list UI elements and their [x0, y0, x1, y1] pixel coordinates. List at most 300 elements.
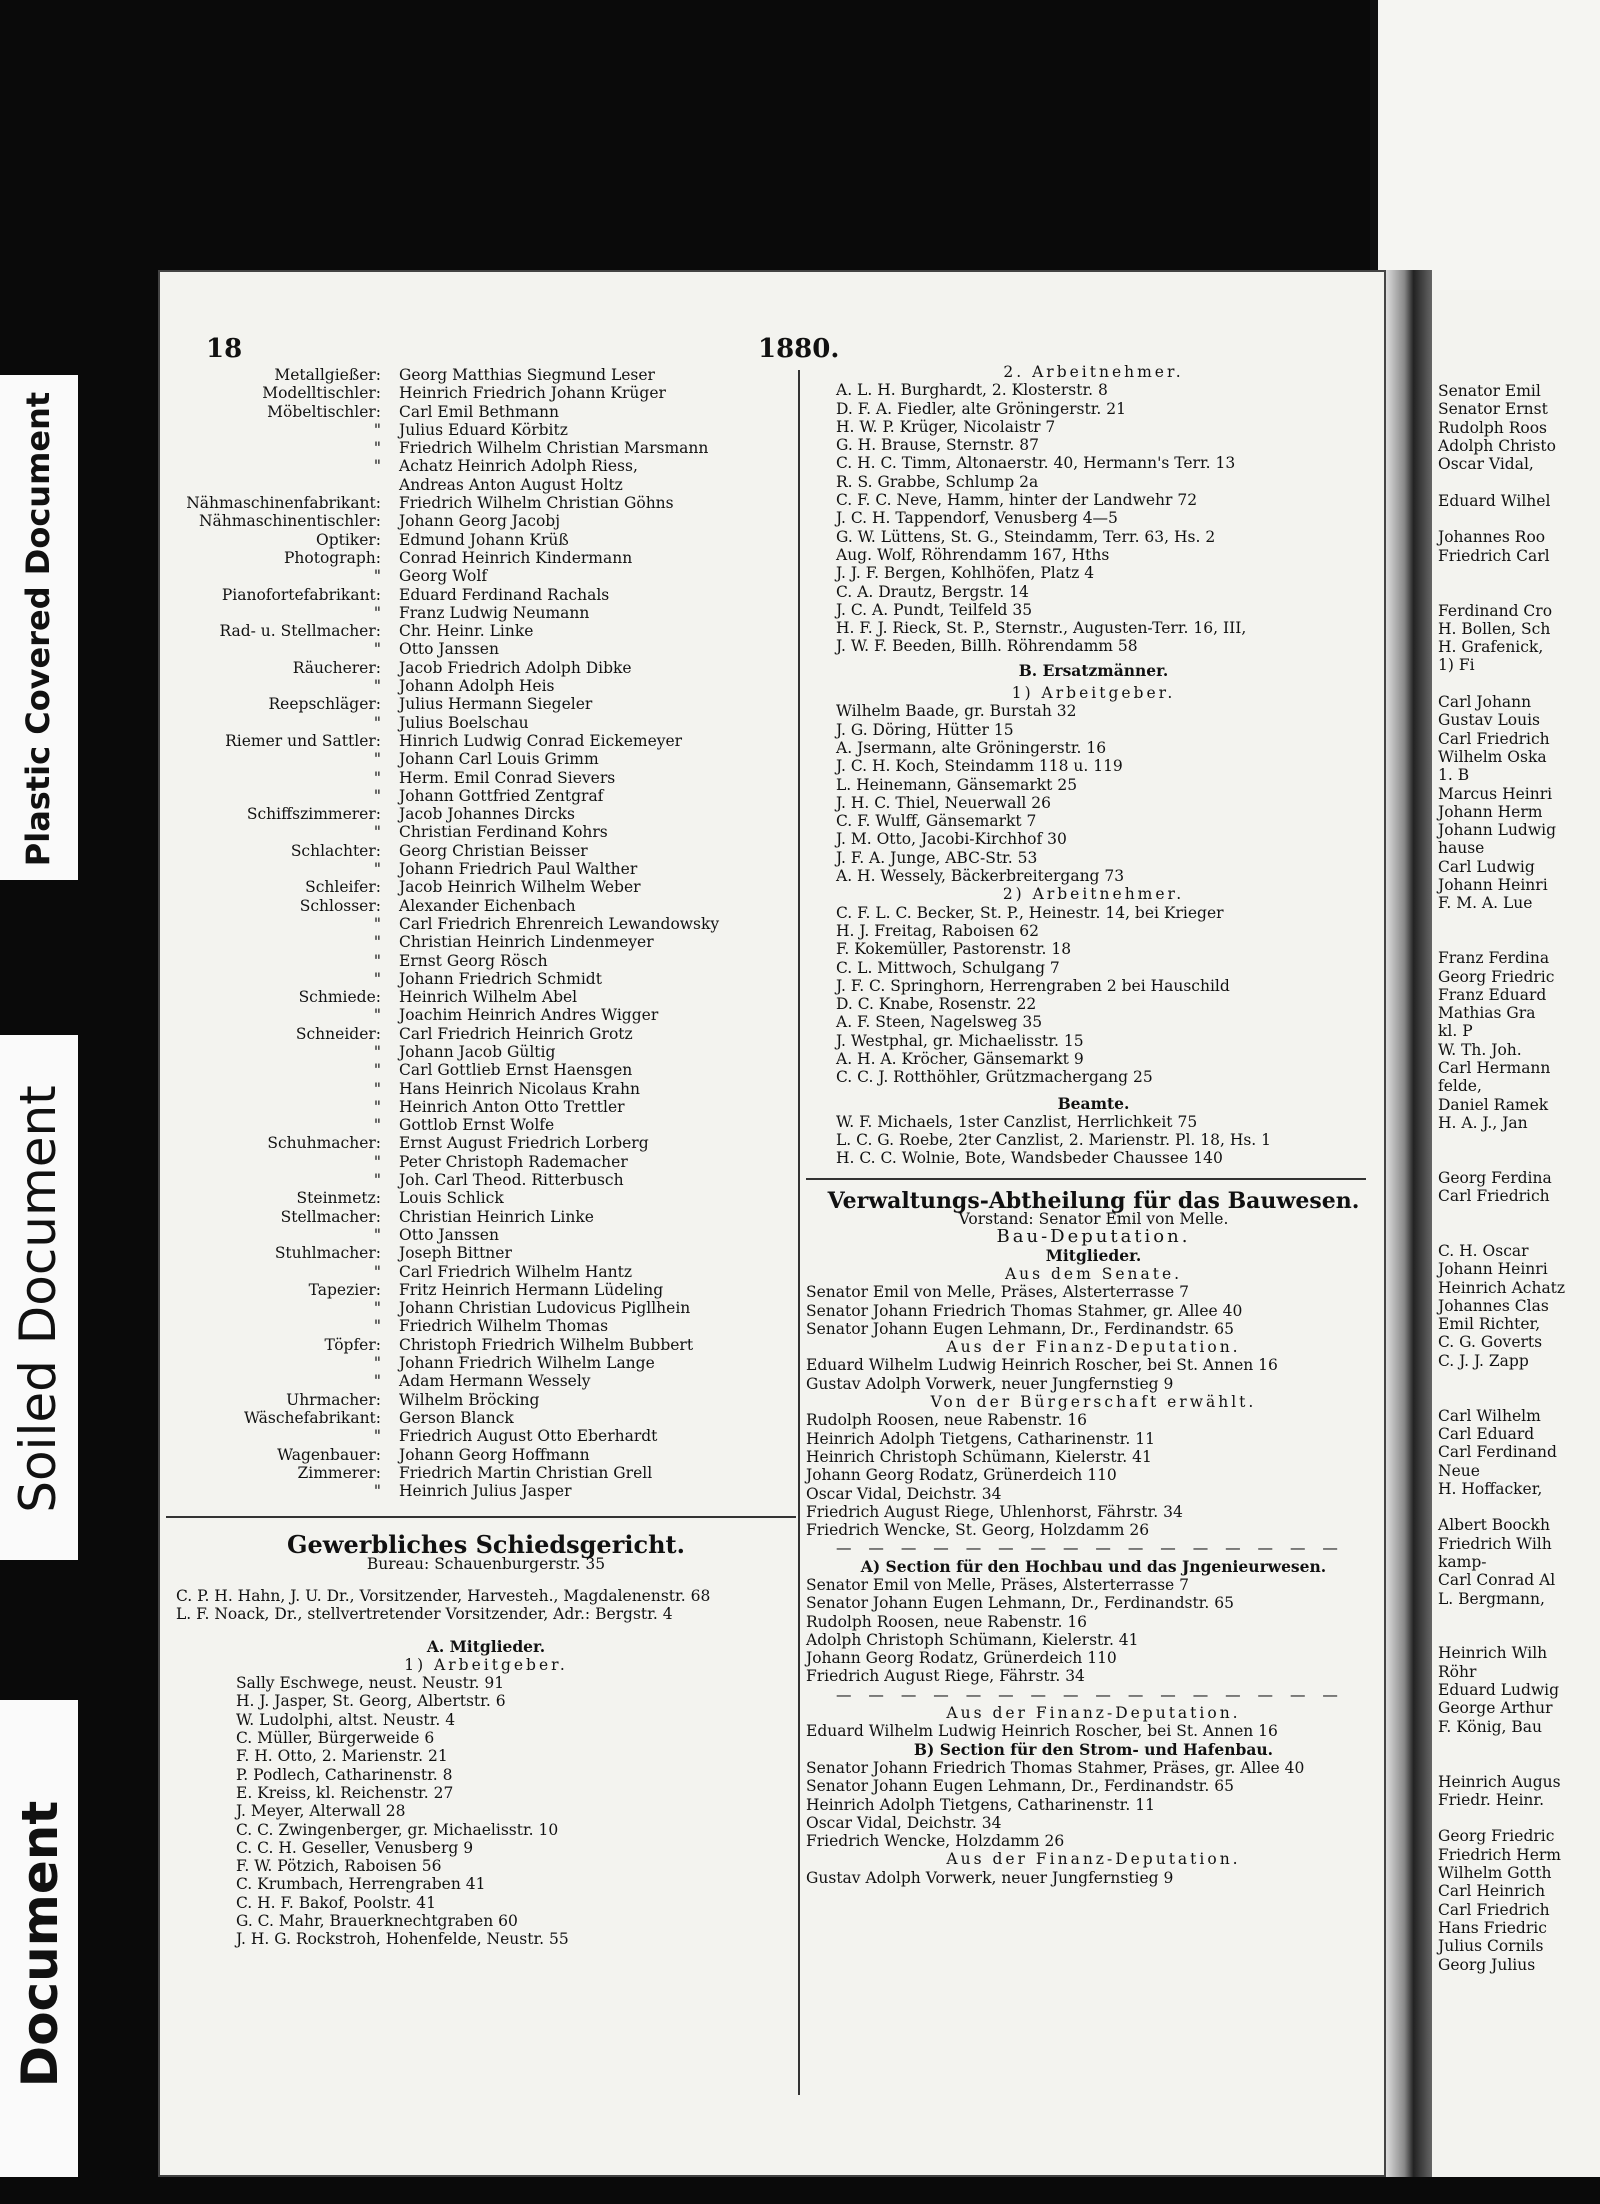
list-item: Johann Ludwig [1438, 821, 1557, 840]
list-item: C. L. Mittwoch, Schulgang 7 [836, 958, 1060, 977]
list-item: C. F. Wulff, Gänsemarkt 7 [836, 812, 1037, 831]
list-item: Carl Ludwig [1438, 857, 1535, 876]
list-item: E. Kreiss, kl. Reichenstr. 27 [236, 1783, 454, 1802]
book-spine [1386, 270, 1432, 2177]
list-item: Oscar Vidal, Deichstr. 34 [806, 1484, 1002, 1503]
list-item: Heinrich Adolph Tietgens, Catharinenstr. 11 [806, 1429, 1155, 1448]
trade-name: Jacob Friedrich Adolph Dibke [399, 658, 632, 677]
employers-list [166, 1674, 806, 1948]
trade-row [166, 695, 806, 713]
list-item: Franz Ferdina [1438, 949, 1550, 968]
list-item [1438, 913, 1600, 931]
list-item: Mathias Gra [1438, 1004, 1536, 1023]
trade-name: Carl Gottlieb Ernst Haensgen [399, 1061, 633, 1080]
trade-occupation: " [373, 1006, 381, 1025]
trade-name: Friedrich Wilhelm Christian Göhns [399, 494, 674, 513]
list-item: H. W. P. Krüger, Nicolaistr 7 [836, 417, 1056, 436]
trade-name: Otto Janssen [399, 1225, 499, 1244]
trade-name: Johann Georg Jacobj [399, 512, 561, 531]
list-item: H. A. J., Jan [1438, 1113, 1528, 1132]
bau-title: Verwaltungs-Abtheilung für das Bauwesen. [827, 1187, 1360, 1214]
trade-name: Carl Emil Bethmann [399, 402, 559, 421]
section-a-finanz-heading: Aus der Finanz-Deputation. [946, 1704, 1241, 1723]
ersatz-heading: B. Ersatzmänner. [1018, 660, 1169, 680]
trade-occupation: Photograph: [283, 548, 381, 567]
trade-row [166, 1482, 806, 1500]
trade-occupation: " [373, 786, 381, 805]
list-item: Eduard Wilhel [1438, 491, 1551, 510]
list-item: H. Grafenick, [1438, 638, 1544, 657]
list-item: P. Podlech, Catharinenstr. 8 [236, 1765, 453, 1784]
list-item: Johannes Roo [1438, 528, 1546, 547]
trade-occupation: " [373, 677, 381, 696]
trade-row [166, 1171, 806, 1189]
employees-heading: 2. Arbeitnehmer. [1003, 363, 1184, 381]
list-item: Eduard Ludwig [1438, 1681, 1560, 1700]
list-item: C. C. Zwingenberger, gr. Michaelisstr. 10 [236, 1820, 559, 1839]
trade-row [166, 1153, 806, 1171]
list-item: Senator Johann Eugen Lehmann, Dr., Ferdinandstr. 65 [806, 1594, 1234, 1613]
list-item: G. H. Brause, Sternstr. 87 [836, 436, 1039, 455]
trade-occupation: " [373, 750, 381, 769]
list-item: C. C. H. Geseller, Venusberg 9 [236, 1838, 474, 1857]
trade-occupation: Zimmerer: [297, 1463, 381, 1482]
list-item: Georg Ferdina [1438, 1168, 1552, 1187]
trade-name: Christian Heinrich Lindenmeyer [399, 933, 654, 952]
tag-plastic-covered [0, 375, 78, 880]
section-a-heading: A) Section für den Hochbau und das Jngenieurwesen. [860, 1556, 1327, 1576]
trade-occupation: " [373, 1171, 381, 1190]
list-item: A. H. Wessely, Bäckerbreitergang 73 [836, 867, 1125, 886]
list-item: Albert Boockh [1438, 1516, 1550, 1535]
trade-occupation: " [373, 1061, 381, 1080]
list-item [1438, 473, 1600, 491]
list-item: felde, [1438, 1077, 1482, 1096]
trade-name: Hinrich Ludwig Conrad Eickemeyer [399, 731, 683, 750]
trade-occupation: Nähmaschinenfabrikant: [186, 494, 381, 513]
finanz-list [806, 1356, 1381, 1393]
list-item: C. C. J. Rotthöhler, Grützmachergang 25 [836, 1068, 1153, 1087]
tag-document [0, 1700, 78, 2177]
list-item: L. C. G. Roebe, 2ter Canzlist, 2. Marienstr. Pl. 18, Hs. 1 [836, 1131, 1272, 1150]
senate-list [806, 1283, 1381, 1338]
trade-occupation: Schleifer: [305, 878, 381, 897]
section-b-heading: B) Section für den Strom- und Hafenbau. [913, 1739, 1274, 1759]
right-column: 2. Arbeitnehmer. A. L. H. Burghardt, 2. Klosterstr. 8 D. F. A. Fiedler, alte Gröningerstr. 21 H. W. P. Krüger, Nicolaistr 7 G. H. Brause, Sternstr. 87 C. H. C. Timm, Altonaerstr. 40, Hermann's Terr. 13 R. S. Grabbe, Schlump 2a C. F. C. Neve, Hamm, hinter der Landwehr 72 J. C. H. Tappendorf, Venusberg 4—5 G. W. Lüttens, St. G., Steindamm, Terr. 63, Hs. 2 Aug. Wolf, Röhrendamm 167, Hths J. J. F. Bergen, Kohlhöfen, Platz 4 C. A. Drautz, Bergstr. 14 J. C. A. Pundt, Teilfeld 35 H. F. J. Rieck, St. P., Sternstr., Augusten-Terr. 16, III, J. W. F. Beeden, Billh. Röhrendamm 58 B. Ersatzmänner. 1) Arbeitgeber. Wilhelm Baade, gr. Burstah 32 J. G. Döring, Hütter 15 A. Jsermann, alte Gröningerstr. 16 J. C. H. Koch, Steindamm 118 u. 119 L. Heinemann, Gänsemarkt 25 J. H. C. Thiel, Neuerwall 26 C. F. Wulff, Gänsemarkt 7 J. M. Otto, Jacobi-Kirchhof 30 J. F. A. Junge, ABC-Str. 53 A. H. Wessely, Bäckerbreitergang 73 2) Arbeitnehmer. C. F. L. C. Becker, St. P., Heinestr. 14, bei Krieger H. J. Freitag, Raboisen 62 F. Kokemüller, Pastorenstr. 18 C. L. Mittwoch, Schulgang 7 J. F. C. Springhorn, Herrengraben 2 bei Hauschild D. C. Knabe, Rosenstr. 22 A. F. Steen, Nagelsweg 35 J. Westphal, gr. Michaelisstr. 15 A. H. A. Kröcher, Gänsemarkt 9 C. C. J. Rotthöhler, Grützmachergang 25 Beamte. W. F. Michaels, 1ster Canzlist, Herrlichkeit 75 L. C. G. Roebe, 2ter Canzlist, 2. Marienstr. Pl. 18, Hs. 1 H. C. C. Wolnie, Bote, Wandsbeder Chaussee 140 Verwaltungs-Abtheilung für das Bauwesen. Vorstand: Senator Emil von Melle. Bau-Deputation. Mitglieder. Aus dem Senate. Senator Emil von Melle, Präses, Alsterterrasse 7 Senator Johann Friedrich Thomas Stahmer, gr. Allee 40 Senator Johann Eugen Lehmann, Dr., Ferdinandstr. 65 Aus der Finanz-Deputation. Eduard Wilhelm Ludwig Heinrich Roscher, bei St. Annen 16 Gustav Adolph Vorwerk, neuer Jungfernstieg 9 Von der Bürgerschaft erwählt. Rudolph Roosen, neue Rabenstr. 16 Heinrich Adolph Tietgens, Catharinenstr. 11 Heinrich Christoph Schümann, Kielerstr. 41 Johann Georg Rodatz, Grünerdeich 110 Oscar Vidal, Deichstr. 34 Friedrich August Riege, Uhlenhorst, Fährstr. 34 Friedrich Wencke, St. Georg, Holzdamm 26 — — — — — — — — — — — — — — — — A) Section für den Hochbau und das Jngenieurwesen. Senator Emil von Melle, Präses, Alsterterrasse 7 Senator Johann Eugen Lehmann, Dr., Ferdinandstr. 65 Rudolph Roosen, neue Rabenstr. 16 Adolph Christoph Schümann, Kielerstr. 41 Johann Georg Rodatz, Grünerdeich 110 Friedrich August Riege, Fährstr. 34 — — — — — — — — — — — — — — — — Aus der Finanz-Deputation. Eduard Wilhelm Ludwig Heinrich Roscher, bei St. Annen 16 B) Section für den Strom- und Hafenbau. Senator Johann Friedrich Thomas Stahmer, Präses, gr. Allee 40 Senator Johann Eugen Lehmann, Dr., Ferdinandstr. 65 Heinrich Adolph Tietgens, Catharinenstr. 11 Oscar Vidal, Deichstr. 34 Friedrich Wencke, Holzdamm 26 Aus der Finanz-Deputation. Gustav Adolph Vorwerk, neuer Jungfernstieg 9 [806, 363, 1381, 1887]
trade-row [166, 970, 806, 988]
trade-row [166, 457, 806, 475]
list-item: C. H. Oscar [1438, 1241, 1529, 1260]
list-item: Ferdinand Cro [1438, 601, 1553, 620]
trade-name: Gerson Blanck [399, 1408, 514, 1427]
trade-name: Joseph Bittner [399, 1244, 512, 1263]
list-item [1438, 1626, 1600, 1644]
trade-name: Ernst Georg Rösch [399, 951, 548, 970]
list-item: F. Kokemüller, Pastorenstr. 18 [836, 940, 1072, 959]
trade-row [166, 476, 806, 494]
trade-name: Otto Janssen [399, 640, 499, 659]
trade-occupation: Schmiede: [298, 988, 381, 1007]
trade-name: Carl Friedrich Wilhelm Hantz [399, 1262, 633, 1281]
trade-name: Wilhelm Bröcking [399, 1390, 540, 1409]
trade-name: Johann Georg Hoffmann [399, 1445, 590, 1464]
trade-occupation: Stellmacher: [280, 1207, 381, 1226]
trade-row [166, 1189, 806, 1207]
bau-vorstand: Vorstand: Senator Emil von Melle. [958, 1210, 1229, 1229]
list-item: Friedrich Wilh [1438, 1534, 1552, 1553]
list-item [1438, 1608, 1600, 1626]
list-item: C. J. J. Zapp [1438, 1351, 1529, 1370]
list-item: Carl Eduard [1438, 1424, 1535, 1443]
list-item: Wilhelm Gotth [1438, 1864, 1552, 1883]
list-item: L. Heinemann, Gänsemarkt 25 [836, 775, 1078, 794]
list-item: G. W. Lüttens, St. G., Steindamm, Terr. 63, Hs. 2 [836, 527, 1216, 546]
employers-heading: 1) Arbeitgeber. [404, 1655, 568, 1674]
trade-row [166, 604, 806, 622]
trade-occupation [166, 476, 391, 494]
list-item: J. W. F. Beeden, Billh. Röhrendamm 58 [836, 637, 1138, 656]
list-item: A. F. Steen, Nagelsweg 35 [836, 1013, 1043, 1032]
list-item: Röhr [1438, 1662, 1477, 1681]
list-item: Aug. Wolf, Röhrendamm 167, Hths [836, 545, 1110, 564]
trade-occupation: " [373, 969, 381, 988]
trade-row [166, 567, 806, 585]
list-item: Johann Heinri [1438, 1260, 1548, 1279]
trade-row [166, 1134, 806, 1152]
list-item: C. F. L. C. Becker, St. P., Heinestr. 14, bei Krieger [836, 903, 1224, 922]
trade-name: Heinrich Julius Jasper [399, 1482, 572, 1501]
list-item: Rudolph Roos [1438, 418, 1547, 437]
list-item: Senator Emil von Melle, Präses, Alsterterrasse 7 [806, 1576, 1190, 1594]
list-item: Johannes Clas [1438, 1296, 1549, 1315]
list-item [1438, 1132, 1600, 1150]
trade-name: Louis Schlick [399, 1189, 504, 1208]
trade-name: Adam Hermann Wessely [399, 1372, 591, 1391]
list-item: Oscar Vidal, Deichstr. 34 [806, 1813, 1002, 1832]
list-item: R. S. Grabbe, Schlump 2a [836, 472, 1039, 491]
list-item [1438, 1205, 1600, 1223]
trade-row [166, 897, 806, 915]
trade-occupation: " [373, 457, 381, 476]
trade-row [166, 1244, 806, 1262]
trade-occupation: " [373, 439, 381, 458]
trade-occupation: Uhrmacher: [286, 1390, 381, 1409]
trade-row [166, 823, 806, 841]
trade-row [166, 384, 806, 402]
trade-occupation: Pianofortefabrikant: [221, 585, 381, 604]
trade-name: Jacob Heinrich Wilhelm Weber [399, 878, 641, 897]
gewerbe-title: Gewerbliches Schiedsgericht. [287, 1530, 685, 1560]
trade-row [166, 988, 806, 1006]
list-item [1438, 931, 1600, 949]
list-item: Johann Georg Rodatz, Grünerdeich 110 [806, 1649, 1117, 1668]
trade-name: Johann Adolph Heis [399, 677, 555, 696]
trade-occupation: " [373, 567, 381, 586]
trade-occupation: Steinmetz: [296, 1189, 381, 1208]
list-item: H. J. Freitag, Raboisen 62 [836, 921, 1040, 940]
trade-name: Julius Eduard Körbitz [399, 420, 568, 439]
list-item: hause [1438, 839, 1485, 858]
list-item: W. Th. Joh. [1438, 1040, 1522, 1059]
trade-row [166, 640, 806, 658]
list-item: Carl Wilhelm [1438, 1406, 1541, 1425]
trade-name: Heinrich Friedrich Johann Krüger [399, 384, 666, 403]
list-item: Wilhelm Oska [1438, 747, 1547, 766]
beamte-heading: Beamte. [1057, 1093, 1130, 1113]
list-item: C. G. Goverts [1438, 1333, 1543, 1352]
list-item: F. M. A. Lue [1438, 894, 1533, 913]
trade-occupation: Schlachter: [290, 841, 381, 860]
trade-row [166, 1043, 806, 1061]
list-item: Neue [1438, 1461, 1480, 1480]
list-item: Heinrich Christoph Schümann, Kielerstr. 41 [806, 1447, 1152, 1466]
trade-occupation: " [373, 768, 381, 787]
trade-row [166, 1317, 806, 1335]
trade-name: Herm. Emil Conrad Sievers [399, 768, 616, 787]
trade-occupation: " [373, 1152, 381, 1171]
list-item: H. J. Jasper, St. Georg, Albertstr. 6 [236, 1692, 506, 1711]
list-item: Friedr. Heinr. [1438, 1790, 1545, 1809]
list-item: C. Krumbach, Herrengraben 41 [236, 1875, 486, 1894]
trade-row [166, 1446, 806, 1464]
trade-row [166, 677, 806, 695]
list-item: kl. P [1438, 1022, 1473, 1041]
page-number: 18 [206, 334, 243, 364]
list-item: Friedrich Herm [1438, 1845, 1561, 1864]
list-item: Carl Friedrich [1438, 1187, 1550, 1206]
list-item: J. Meyer, Alterwall 28 [236, 1802, 406, 1821]
list-item: 1) Fi [1438, 656, 1475, 675]
section-b-list [806, 1759, 1381, 1850]
section-a-list [806, 1576, 1381, 1686]
trade-row [166, 622, 806, 640]
trade-occupation: Wäschefabrikant: [244, 1408, 381, 1427]
trade-name: Chr. Heinr. Linke [399, 622, 534, 641]
trade-occupation: " [373, 951, 381, 970]
trade-occupation: Metallgießer: [274, 366, 381, 384]
gewerbe-vice: L. F. Noack, Dr., stellvertretender Vorsitzender, Adr.: Bergstr. 4 [176, 1605, 673, 1624]
list-item [1438, 1370, 1600, 1388]
tag-label: Soiled Document [9, 1085, 67, 1513]
list-item: J. F. C. Springhorn, Herrengraben 2 bei Hauschild [836, 976, 1230, 995]
list-item: Marcus Heinri [1438, 784, 1553, 803]
list-item: George Arthur [1438, 1699, 1553, 1718]
trade-row [166, 1263, 806, 1281]
trade-row [166, 933, 806, 951]
list-item: J. C. A. Pundt, Teilfeld 35 [836, 600, 1033, 619]
trade-occupation: " [373, 1262, 381, 1281]
trade-name: Hans Heinrich Nicolaus Krahn [399, 1079, 640, 1098]
list-item: J. C. H. Tappendorf, Venusberg 4—5 [836, 509, 1118, 528]
list-item: C. H. F. Bakof, Poolstr. 41 [236, 1893, 437, 1912]
list-item [1438, 1498, 1600, 1516]
trade-row [166, 805, 806, 823]
list-item: Senator Emil [1438, 382, 1541, 400]
trade-name: Achatz Heinrich Adolph Riess, [399, 457, 638, 476]
list-item: D. C. Knabe, Rosenstr. 22 [836, 995, 1037, 1014]
list-item: Georg Friedric [1438, 1827, 1555, 1846]
trade-occupation: Schlosser: [299, 896, 381, 915]
list-item: H. C. C. Wolnie, Bote, Wandsbeder Chaussee 140 [836, 1149, 1223, 1168]
trade-occupation: Schuhmacher: [267, 1134, 381, 1153]
list-item: F. H. Otto, 2. Marienstr. 21 [236, 1747, 448, 1766]
trade-occupation: Modelltischler: [262, 384, 381, 403]
trade-row [166, 1226, 806, 1244]
list-item: Sally Eschwege, neust. Neustr. 91 [236, 1674, 505, 1693]
trade-row [166, 403, 806, 421]
section-a-finanz: Eduard Wilhelm Ludwig Heinrich Roscher, bei St. Annen 16 [806, 1722, 1278, 1741]
beamte-list [806, 1113, 1381, 1168]
trade-row [166, 1391, 806, 1409]
list-item: Friedrich Wencke, Holzdamm 26 [806, 1832, 1065, 1851]
trade-name: Jacob Johannes Dircks [399, 805, 575, 824]
trade-row [166, 1354, 806, 1372]
trades-list [166, 366, 806, 1500]
trade-row [166, 1299, 806, 1317]
trade-row [166, 1080, 806, 1098]
members-heading: A. Mitglieder. [426, 1636, 546, 1656]
trade-occupation: " [373, 1079, 381, 1098]
trade-occupation: Nähmaschinentischler: [198, 512, 381, 531]
trade-row [166, 531, 806, 549]
trade-row [166, 1098, 806, 1116]
trade-row [166, 1409, 806, 1427]
list-item: Julius Cornils [1438, 1937, 1544, 1956]
list-item: Senator Ernst [1438, 400, 1548, 419]
trade-name: Georg Christian Beisser [399, 841, 588, 860]
list-item: A. H. A. Kröcher, Gänsemarkt 9 [836, 1049, 1084, 1068]
list-item: J. H. G. Rockstroh, Hohenfelde, Neustr. 55 [236, 1930, 569, 1949]
list-item: Senator Johann Eugen Lehmann, Dr., Ferdinandstr. 65 [806, 1319, 1234, 1338]
trade-occupation: Optiker: [315, 530, 381, 549]
trade-name: Johann Friedrich Paul Walther [399, 860, 638, 879]
trade-name: Edmund Johann Krüß [399, 530, 569, 549]
list-item: Adolph Christo [1438, 436, 1556, 455]
trade-row [166, 659, 806, 677]
list-item: J. H. C. Thiel, Neuerwall 26 [836, 793, 1052, 812]
trade-row [166, 512, 806, 530]
trade-row [166, 1006, 806, 1024]
list-item [1438, 1388, 1600, 1406]
trade-occupation: Riemer und Sattler: [225, 731, 381, 750]
trade-occupation: " [373, 1042, 381, 1061]
trade-occupation: Töpfer: [324, 1335, 381, 1354]
list-item: C. F. C. Neve, Hamm, hinter der Landwehr 72 [836, 491, 1198, 510]
list-item [1438, 510, 1600, 528]
trade-occupation: " [373, 914, 381, 933]
adjacent-page-lines [1438, 382, 1600, 1974]
list-item [1438, 1736, 1600, 1754]
list-item: Georg Friedric [1438, 967, 1555, 986]
list-item: Gustav Adolph Vorwerk, neuer Jungfernstieg 9 [806, 1374, 1174, 1393]
section-b-finanz: Gustav Adolph Vorwerk, neuer Jungfernstieg 9 [806, 1868, 1174, 1887]
trade-name: Johann Friedrich Wilhelm Lange [399, 1354, 655, 1373]
divider [806, 1178, 1366, 1180]
trade-name: Alexander Eichenbach [399, 896, 576, 915]
list-item: Daniel Ramek [1438, 1095, 1549, 1114]
trade-name: Georg Wolf [399, 567, 488, 586]
trade-row [166, 1427, 806, 1445]
trade-name: Carl Friedrich Heinrich Grotz [399, 1024, 633, 1043]
trade-occupation: Rad- u. Stellmacher: [219, 622, 381, 641]
list-item: Senator Johann Eugen Lehmann, Dr., Ferdinandstr. 65 [806, 1777, 1234, 1796]
list-item: 1. B [1438, 766, 1470, 785]
trade-row [166, 439, 806, 457]
trade-row [166, 494, 806, 512]
list-item: A. L. H. Burghardt, 2. Klosterstr. 8 [836, 381, 1108, 400]
trade-occupation: " [373, 1354, 381, 1373]
list-item: Georg Julius [1438, 1955, 1536, 1974]
trade-row [166, 952, 806, 970]
list-item: Emil Richter, [1438, 1315, 1541, 1334]
list-item: Friedrich Carl [1438, 546, 1550, 565]
ersatz-employees-heading: 2) Arbeitnehmer. [1002, 885, 1185, 904]
trade-occupation: Schneider: [295, 1024, 381, 1043]
list-item: Senator Emil von Melle, Präses, Alsterterrasse 7 [806, 1283, 1190, 1302]
list-item: A. Jsermann, alte Gröningerstr. 16 [836, 738, 1107, 757]
list-item [1438, 675, 1600, 693]
list-item: D. F. A. Fiedler, alte Gröningerstr. 21 [836, 399, 1127, 418]
list-item: Gustav Louis [1438, 711, 1540, 730]
trade-row [166, 732, 806, 750]
ersatz-employers-heading: 1) Arbeitgeber. [1011, 684, 1176, 703]
trade-row [166, 1464, 806, 1482]
trade-name: Friedrich Wilhelm Christian Marsmann [399, 439, 709, 458]
buerger-heading: Von der Bürgerschaft erwählt. [930, 1393, 1257, 1412]
trade-occupation: " [373, 1225, 381, 1244]
list-item: Heinrich Augus [1438, 1772, 1561, 1791]
trade-row [166, 1025, 806, 1043]
list-item: Adolph Christoph Schümann, Kielerstr. 41 [806, 1630, 1139, 1649]
trade-occupation: " [373, 1116, 381, 1135]
list-item: W. F. Michaels, 1ster Canzlist, Herrlichkeit 75 [836, 1112, 1198, 1131]
trade-row [166, 714, 806, 732]
adjacent-page [1432, 290, 1600, 2177]
trade-name: Friedrich Martin Christian Grell [399, 1463, 653, 1482]
trade-row [166, 1372, 806, 1390]
trade-name: Carl Friedrich Ehrenreich Lewandowsky [399, 914, 720, 933]
trade-row [166, 1116, 806, 1134]
background-page-top [1370, 0, 1600, 300]
list-item: Friedrich Wencke, St. Georg, Holzdamm 26 [806, 1521, 1150, 1540]
trade-row [166, 1336, 806, 1354]
list-item: Oscar Vidal, [1438, 455, 1534, 474]
list-item [1438, 583, 1600, 601]
list-item: Johann Heinri [1438, 876, 1548, 895]
list-item: Heinrich Wilh [1438, 1644, 1548, 1663]
trade-name: Julius Boelschau [399, 713, 529, 732]
trade-occupation: " [373, 1372, 381, 1391]
trade-occupation: Stuhlmacher: [274, 1244, 381, 1263]
list-item: F. König, Bau [1438, 1717, 1543, 1736]
gewerbe-bureau: Bureau: Schauenburgerstr. 35 [366, 1554, 606, 1573]
list-item: C. Müller, Bürgerweide 6 [236, 1729, 435, 1748]
trade-name: Gottlob Ernst Wolfe [399, 1116, 555, 1135]
list-item: Carl Conrad Al [1438, 1571, 1556, 1590]
trade-name: Julius Hermann Siegeler [399, 695, 593, 714]
trade-name: Johann Gottfried Zentgraf [399, 786, 604, 805]
trade-name: Franz Ludwig Neumann [399, 603, 590, 622]
trade-row [166, 366, 806, 384]
bau-deputation: Bau-Deputation. [996, 1226, 1191, 1248]
trade-occupation: " [373, 1482, 381, 1501]
list-item: G. C. Mahr, Brauerknechtgraben 60 [236, 1912, 518, 1931]
tag-label: Document [11, 1800, 69, 2088]
list-item: L. Bergmann, [1438, 1589, 1545, 1608]
trade-row [166, 750, 806, 768]
list-item: Carl Johann [1438, 693, 1532, 712]
list-item [1438, 1150, 1600, 1168]
